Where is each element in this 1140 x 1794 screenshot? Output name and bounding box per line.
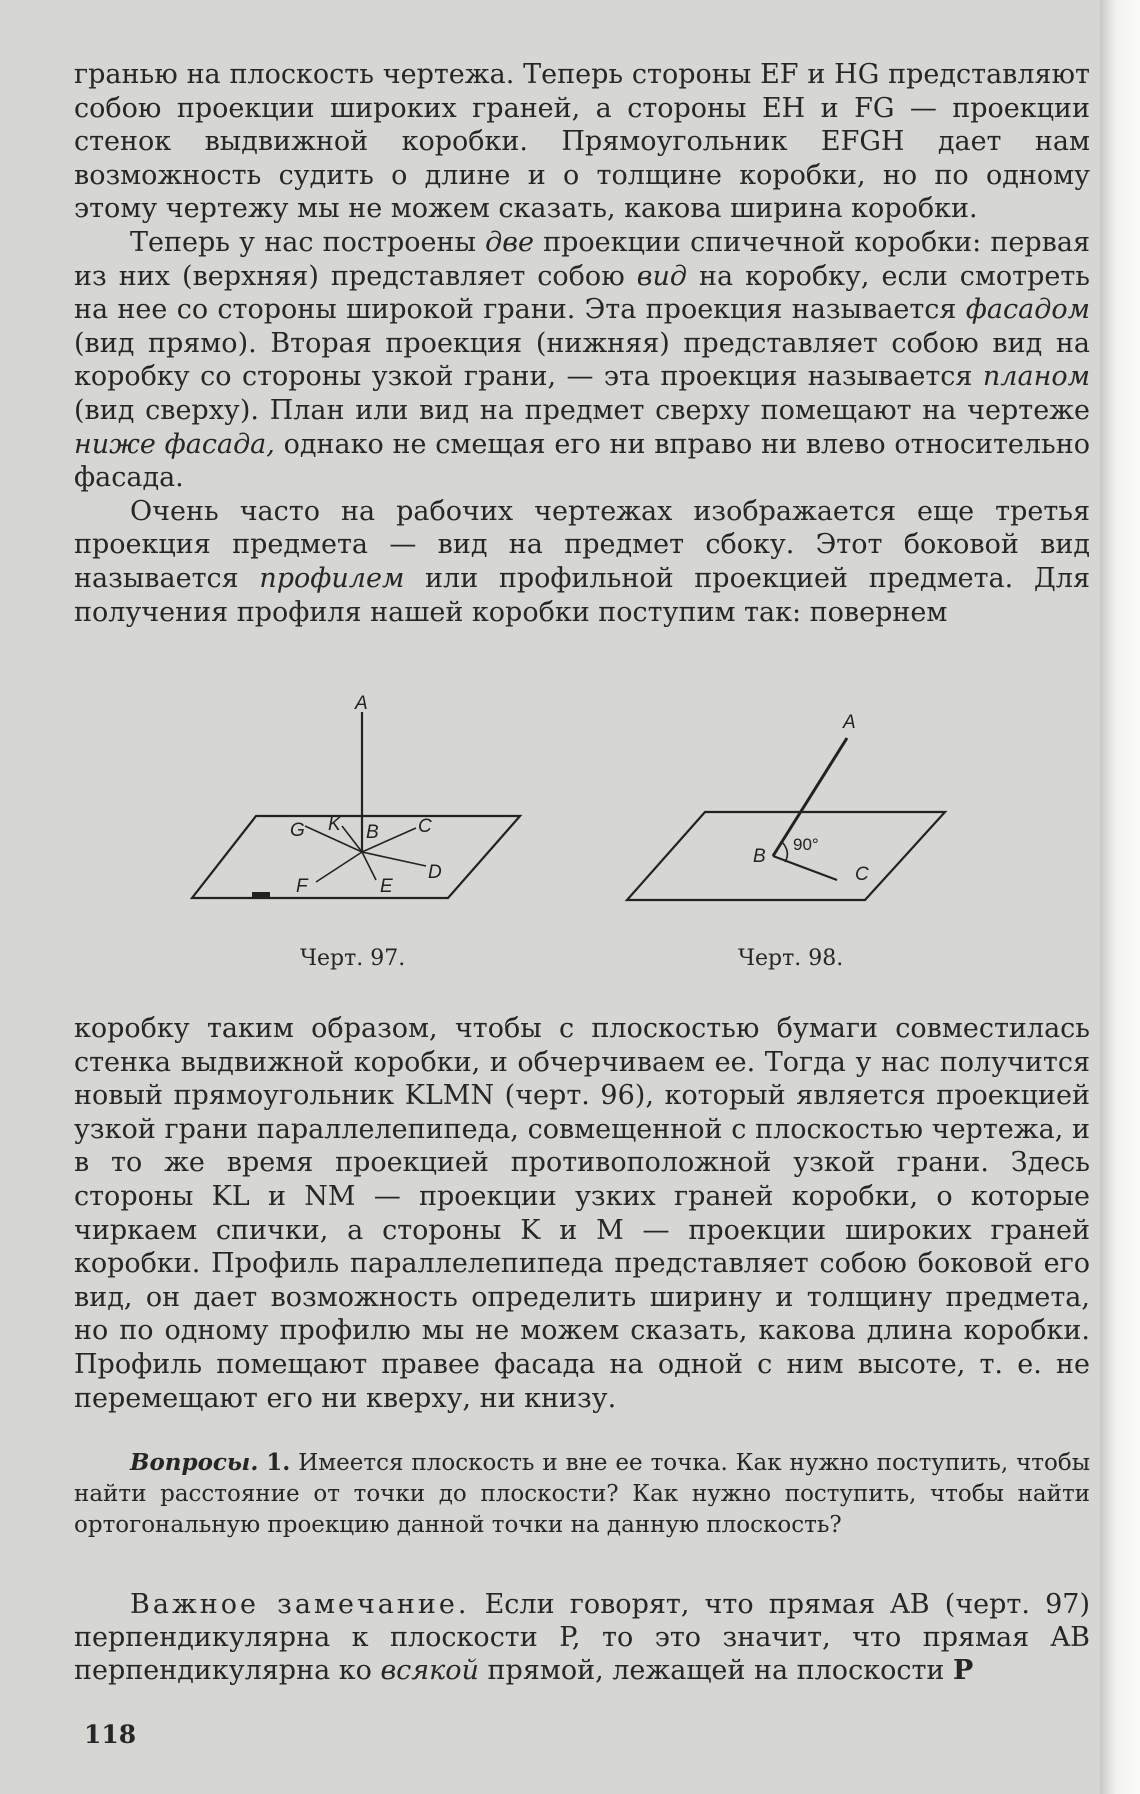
label-B: B: [366, 822, 379, 843]
label-A: A: [355, 693, 368, 714]
ray-BD: [362, 852, 426, 866]
label-E: E: [380, 876, 393, 897]
text-block-middle: [74, 1012, 1090, 1415]
note-block: [74, 1588, 1090, 1687]
corner-mark: [252, 892, 270, 898]
figure-98-diagram: [615, 700, 960, 910]
figure-97-diagram: [180, 692, 530, 914]
paragraph-2: Теперь у нас построены две проекции спичечной коробки: первая из них (верхняя) представляет собою вид на коробку, если смотреть на нее со стороны широкой грани. Эта проекция называется фасадом (вид прямо). Вторая проекция (нижняя) представляет собою вид на коробку со стороны узкой грани, — эта проекция называется планом (вид сверху). План или вид на предмет сверху помещают на чертеже ниже фасада, однако не смещая его ни вправо ни влево относительно фасада.: [74, 226, 1090, 494]
plane-parallelogram: [627, 812, 945, 900]
note-heading: Важное замечание.: [130, 1589, 470, 1620]
figure-98-caption: Черт. 98.: [738, 946, 844, 971]
label-D: D: [428, 862, 442, 883]
questions-paragraph: Вопросы. 1. Имеется плоскость и вне ее точка. Как нужно поступить, чтобы найти расстояние от точки до плоскости? Как нужно поступить, чтобы найти ортогональную проекцию данной точки на данную плоскость?: [74, 1449, 1090, 1538]
paragraph-1: гранью на плоскость чертежа. Теперь стороны EF и HG представляют собою проекции широких граней, а стороны EH и FG — проекции стенок выдвижной коробки. Прямоугольник EFGH дает нам возможность судить о длине и о толщине коробки, но по одному этому чертежу мы не можем сказать, какова ширина коробки.: [74, 59, 1090, 225]
plane-parallelogram: [192, 816, 520, 898]
paragraph-4: коробку таким образом, чтобы с плоскостью бумаги совместилась стенка выдвижной коробки, и обчерчиваем ее. Тогда у нас получится новый прямоугольник KLMN (черт. 96), который является проекцией узкой грани параллелепипеда, совмещенной с плоскостью чертежа, и в то же время проекцией противоположной узкой грани. Здесь стороны KL и NM — проекции узких граней коробки, о которые чиркаем спички, а стороны K и M — проекции широких граней коробки. Профиль параллелепипеда представляет собою боковой его вид, он дает возможность определить ширину и толщину предмета, но по одному профилю мы не можем сказать, какова длина коробки. Профиль помещают правее фасада на одной с ним высоте, т. е. не перемещают его ни кверху, ни книзу.: [74, 1013, 1090, 1414]
label-K: K: [328, 814, 341, 835]
label-A: A: [843, 712, 856, 733]
figure-97-caption: Черт. 97.: [300, 946, 406, 971]
questions-block: [74, 1447, 1090, 1541]
label-F: F: [296, 876, 308, 897]
label-C: C: [418, 816, 432, 837]
label-90-degrees: 90°: [793, 835, 819, 854]
label-G: G: [290, 820, 305, 841]
label-B: B: [753, 846, 766, 867]
text-block-top: [74, 58, 1090, 629]
paragraph-3: Очень часто на рабочих чертежах изображается еще третья проекция предмета — вид на предмет сбоку. Этот боковой вид называется профилем или профильной проекцией предмета. Для получения профиля нашей коробки поступим так: повернем: [74, 495, 1090, 628]
page-edge: [1100, 0, 1140, 1794]
note-paragraph: Важное замечание. Если говорят, что прямая AB (черт. 97) перпендикулярна к плоскости P, то это значит, что прямая AB перпендикулярна ко всякой прямой, лежащей на плоскости P: [74, 1589, 1090, 1686]
ray-BF: [316, 852, 362, 882]
line-BC: [773, 856, 837, 880]
ray-BE: [362, 852, 376, 880]
label-C: C: [855, 864, 869, 885]
page-number: 118: [84, 1720, 137, 1749]
questions-heading: Вопросы.: [130, 1449, 259, 1476]
